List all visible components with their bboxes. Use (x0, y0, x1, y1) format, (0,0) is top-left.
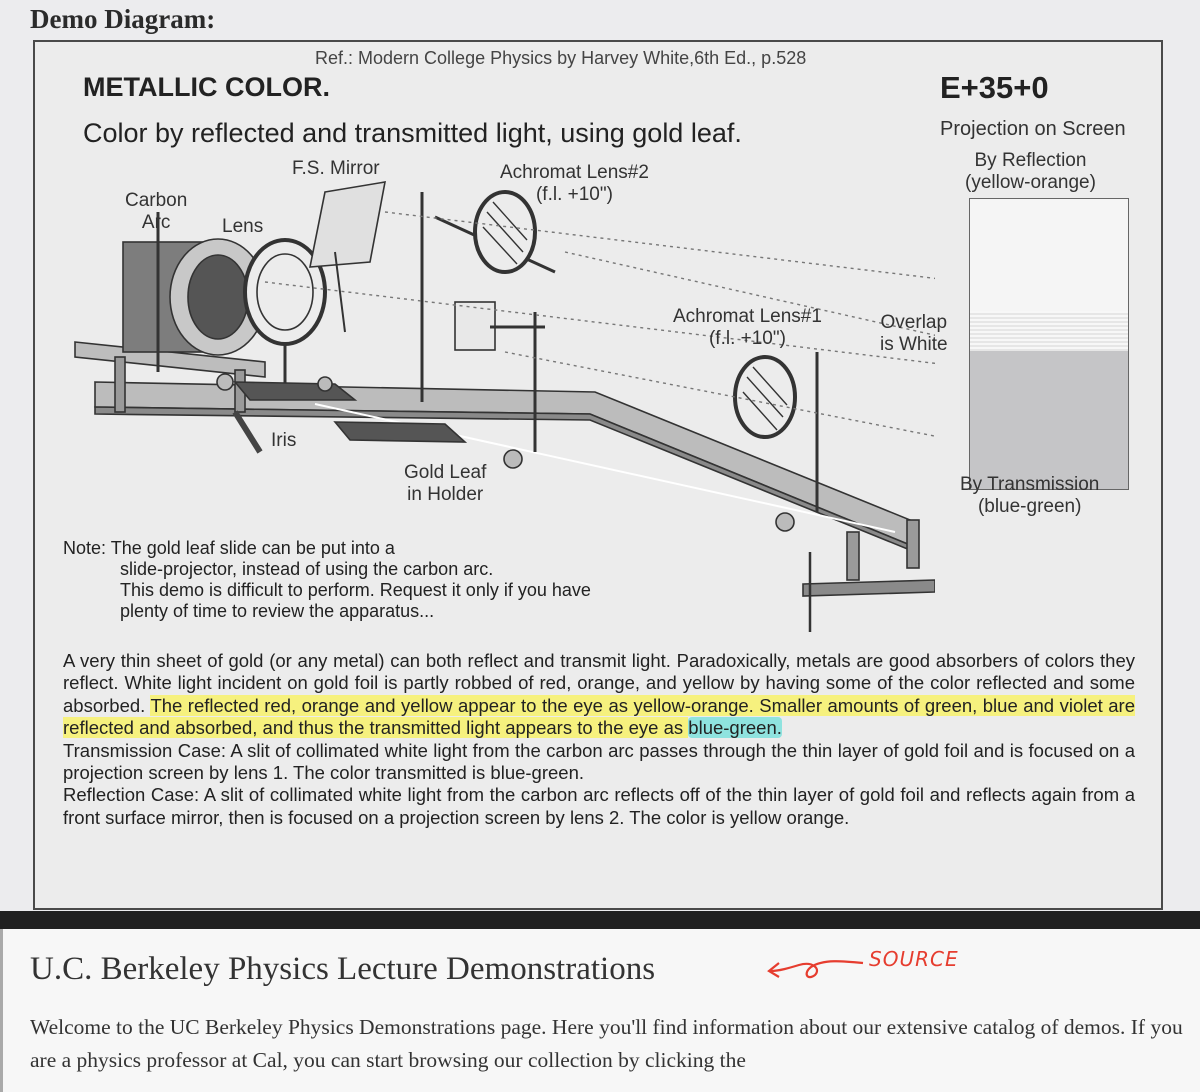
explanation-paragraph (63, 650, 1135, 829)
highlighted-text-cyan: blue-green. (688, 717, 782, 739)
source-annotation: SOURCE (869, 947, 959, 971)
note-line-4: plenty of time to review the apparatus... (120, 601, 435, 621)
by-transmission-line1: By Transmission (960, 474, 1100, 495)
demo-diagram-heading: Demo Diagram: (30, 4, 216, 34)
demo-code: E+35+0 (940, 70, 1049, 105)
carbon-arc-label (125, 190, 187, 234)
iris-label: Iris (271, 430, 297, 451)
note-line-3: This demo is difficult to perform. Request it only if you have (120, 580, 591, 600)
lens-label: Lens (222, 216, 264, 237)
achromat-lens-1-line1: Achromat Lens#1 (673, 306, 822, 327)
by-transmission-label (960, 474, 1099, 518)
overlap-line2: is White (880, 334, 948, 355)
gold-leaf-label (404, 462, 486, 506)
achromat-lens-2-line1: Achromat Lens#2 (500, 162, 649, 183)
section-divider (0, 911, 1200, 929)
projection-label: Projection on Screen (940, 118, 1126, 140)
screen-transmission-zone (970, 351, 1128, 489)
overlap-label (880, 312, 948, 356)
by-transmission-line2: (blue-green) (977, 496, 1082, 517)
projection-screen (969, 198, 1129, 490)
by-reflection-line2: (yellow-orange) (965, 172, 1096, 193)
diagram-subtitle: Color by reflected and transmitted light, using gold leaf. (83, 118, 742, 148)
highlighted-text-yellow: The reflected red, orange and yellow appear to the eye as yellow-orange. Smaller amounts of green, blue and violet are reflected and absorbed, and thus the transmitted light appears to the eye as (63, 694, 1135, 739)
gold-leaf-line2: in Holder (407, 484, 484, 505)
achromat-lens-2-line2: (f.l. +10") (535, 184, 613, 205)
demo-diagram-figure (33, 40, 1163, 910)
reference-text: Ref.: Modern College Physics by Harvey White,6th Ed., p.528 (315, 48, 807, 68)
reflection-case: Reflection Case: A slit of collimated white light from the carbon arc reflects off of the thin layer of gold foil and reflects again from a front surface mirror, then is focused on a projection screen by lens 2. The color is yellow orange. (63, 784, 1135, 828)
screen-overlap-zone (970, 311, 1128, 351)
overlap-line1: Overlap (880, 312, 948, 333)
welcome-text: Welcome to the UC Berkeley Physics Demonstrations page. Here you'll find information about our extensive catalog of demos. If you are a physics professor at Cal, you can start browsing our collection by clicking the (30, 1015, 1183, 1072)
note-line-2: slide-projector, instead of using the carbon arc. (120, 559, 494, 579)
annotation-arrow-icon (763, 949, 873, 989)
fs-mirror-label: F.S. Mirror (292, 158, 380, 179)
screen-reflection-zone (970, 199, 1128, 311)
achromat-lens-1-label (673, 306, 822, 350)
webpage-excerpt (0, 929, 1200, 1092)
gold-leaf-line1: Gold Leaf (404, 462, 487, 483)
diagram-title: METALLIC COLOR. (83, 72, 330, 102)
note-block (63, 538, 783, 622)
achromat-lens-1-line2: (f.l. +10") (708, 328, 786, 349)
paragraph-intro: A very thin sheet of gold (or any metal) can both reflect and transmit light. Paradoxically, metals are good absorbers of colors they reflect. White light incident on gold foil is partly robbed of red, orange, and yellow by having some of the color reflected and some absorbed. (63, 650, 1135, 716)
achromat-lens-2-label (500, 162, 649, 206)
carbon-arc-label-line1: Carbon (125, 190, 188, 211)
carbon-arc-label-line2: Arc (141, 212, 171, 233)
page-title: U.C. Berkeley Physics Lecture Demonstrations (30, 951, 656, 987)
by-reflection-label (965, 150, 1096, 194)
by-reflection-line1: By Reflection (974, 150, 1087, 171)
note-line-1: Note: The gold leaf slide can be put into a (63, 538, 395, 558)
transmission-case: Transmission Case: A slit of collimated white light from the carbon arc passes through the thin layer of gold foil and is focused on a projection screen by lens 1. The color transmitted is blue-green. (63, 739, 1135, 784)
